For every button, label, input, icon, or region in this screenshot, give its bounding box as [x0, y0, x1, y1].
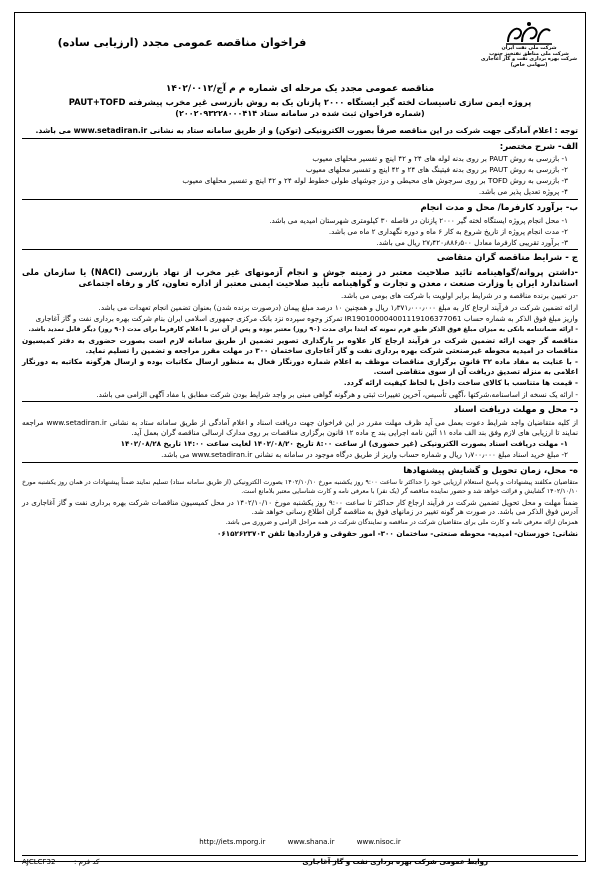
- section-b-item: ۳- برآورد تقریبی کارفرما معادل ۲۷٫۴۲۰٫۸۸۶٫۵۰۰ ریال می باشد.: [376, 237, 568, 247]
- section-e-id-required: همزمان ارائه معرفی نامه و کارت ملی برای متقاضیان شرکت در مناقصه و نمایندگان شرکت در همه مراحل الزامی و ضروری می باشد.: [225, 518, 578, 526]
- section-c-bank-guarantee: - ارائه ضمانتنامه بانکی به میزان مبلغ فوق الذکر طبق فرم نمونه که ابتدا برای مدت (۹۰ روز) معتبر بوده و پس از آن نیز با اعلام کارفرما برای مدت (۹۰ روز) دیگر قابل تمدید باشد.: [28, 325, 578, 333]
- footer-links: [0, 838, 600, 846]
- nioc-emblem-icon: [504, 20, 554, 46]
- section-c-fax: - با عنایت به مفاد ماده ۳۲ قانون برگزاری مناقصات موظف به اعلام شماره دورنگار فعال به منظور ارسال مکاتبات بوده و ارسال هرگونه مکاتبه به دورنگار اعلامی به منزله تصدیق دریافت آن از سوی متقاضی است.: [22, 357, 578, 376]
- section-a-item: ۱- بازرسی به روش PAUT بر روی بدنه لوله های ۲۴ و ۴۲ اینچ و تفسیر محلهای معیوب: [312, 154, 568, 164]
- divider: [22, 138, 578, 139]
- section-c-submission: مناقصه گر جهت ارائه تضمین شرکت در فرآیند ارجاع کار علاوه بر بارگذاری تصویر تضمین از طریق سامانه لازم است بصورت حضوری به دفتر کمیسیون مناقصات در امیدیه محوطه غیرصنعتی شرکت بهره برداری نفت و گاز آغاجاری ساختمان ۳۰۰ در مهلت مقرر مراجعه و تضمین را تسلیم نماید.: [22, 336, 578, 355]
- divider: [22, 401, 578, 402]
- section-c-prices: - قیمت ها متناسب با کالای ساخت داخل با لحاظ کیفیت ارائه گردد.: [343, 378, 578, 388]
- divider: [22, 249, 578, 250]
- company-logo: [480, 20, 578, 80]
- document-content: [22, 20, 578, 541]
- notice-text: توجه : اعلام آمادگی جهت شرکت در این مناقصه صرفاً بصورت الکترونیکی (توکن) و از طریق سامانه ستاد به نشانی www.setadiran.ir می باشد.: [35, 125, 578, 135]
- footer-link-nisoc[interactable]: www.nisoc.ir: [356, 838, 401, 846]
- section-d-fee: ۲- مبلغ خرید اسناد مبلغ ۱٫۷۰۰٫۰۰۰ ریال و شماره حساب واریز از طریق درگاه موجود در سامانه به نشانی www.setadiran.ir می باشد.: [161, 450, 568, 460]
- section-b-title: ب- برآورد کارفرما/ محل و مدت انجام: [420, 202, 578, 213]
- section-a-item: ۴- پروژه تعدیل پذیر می باشد.: [478, 187, 568, 197]
- section-a-item: ۲- بازرسی به روش PAUT بر روی بدنه فیتینگ های ۲۴ و ۴۲ اینچ و تفسیر محلهای معیوب: [305, 165, 568, 175]
- divider: [22, 462, 578, 463]
- section-e-guarantee-deadline: ضمناً مهلت و محل تحویل تضمین شرکت در فرآیند ارجاع کار حداکثر تا ساعت ۹:۰۰ روز یکشنبه مورخ ۱۴۰۲/۱۰/۱۰ در محل کمیسیون مناقصات شرکت بهره برداری نفت و گاز آغاجاری در آدرس فوق الذکر می باشد. در صورت هر گونه تغییر در زمانهای فوق به مناقصه گران اطلاع رسانی خواهد شد.: [22, 497, 578, 517]
- form-code-label: کد فرم :: [74, 858, 100, 866]
- document-title: فراخوان مناقصه عمومی مجدد (ارزیابی ساده): [57, 36, 307, 49]
- footer-divider: [22, 855, 578, 856]
- logo-line-3: شرکت بهره برداری نفت و گاز آغاجاری (سهامی خاص): [480, 56, 578, 68]
- section-c-priority: -در تعیین برنده مناقصه و در شرایط برابر اولویت با شرکت های بومی می باشد.: [340, 291, 578, 301]
- divider: [22, 199, 578, 200]
- footer-link-iets[interactable]: http://iets.mporg.ir: [199, 838, 266, 846]
- section-b-item: ۲- مدت انجام پروژه از تاریخ شروع به کار ۶ ماه و دوره نگهداری ۲ ماه می باشد.: [328, 226, 568, 236]
- section-c-guarantee: ارائه تضمین شرکت در فرآیند ارجاع کار به مبلغ ۱٫۳۷۱٫۰۰۰٫۰۰۰ ریال و همچنین ۱۰ درصد مبلغ پیمان (درصورت برنده شدن) بعنوان تضمین انجام تعهدات می باشد.: [98, 302, 578, 312]
- logo-line-1: شرکت ملی نفت ایران: [501, 45, 557, 51]
- section-c-qualification: -داشتن پروانه/گواهینامه تائید صلاحیت معتبر در زمینه جوش و انجام آزمونهای غیر مخرب از نهاد بازرسی (NACI) یا سازمان ملی استاندارد ایران یا وزارت صنعت ، معدن و تجارت و گواهینامه تأیید صلاحیت ایمنی معتبر از اداره تعاون، کار و رفاه اجتماعی: [22, 266, 578, 288]
- section-a-title: الف- شرح مختصر:: [499, 141, 578, 152]
- tender-project: پروژه ایمن سازی تاسیسات لخته گیر ایستگاه ۲۰۰۰ پازنان یک به روش بازرسی غیر مخرب پیشرفته PAUT+TOFD: [68, 96, 532, 107]
- footer-link-shana[interactable]: www.shana.ir: [287, 838, 335, 846]
- section-b-item: ۱- محل انجام پروژه ایستگاه لخته گیر ۲۰۰۰ پازنان در فاصله ۳۰ کیلومتری شهرستان امیدیه می باشد.: [269, 215, 568, 225]
- section-c-documents: - ارائه یک نسخه از اساسنامه،شرکتها ،آگهی تأسیس، آخرین تغییرات ثبتی و هرگونه گواهی مبنی بر واجد شرایط بودن شرکت مطابق با مفاد آگهی الزامی می باشد.: [96, 389, 578, 399]
- section-e-address: نشانی: خوزستان- امیدیه- محوطه صنعتی- ساختمان ۳۰۰- امور حقوقی و قراردادها تلفن ۰۶۱۵۲۶۲۳۷۰۳: [216, 529, 578, 539]
- tender-setad-number: (شماره فراخوان ثبت شده در سامانه ستاد ۲۰۰۲۰۹۳۲۲۸۰۰۰۴۱۴): [175, 108, 425, 118]
- section-e-title: ه- محل، زمان تحویل و گشایش پیشنهادها: [403, 465, 578, 476]
- logo-line-2: شرکت ملی مناطق نفتخیز جنوب: [489, 50, 569, 57]
- document-header: [22, 20, 578, 82]
- section-c-account: واریز مبلغ فوق الذکر به شماره حساب IR190100004001119106377061 تمرکز وجوه سپرده نزد بانک مرکزی جمهوری اسلامی ایران بنام شرکت بهره برداری نفت و گاز آغاجاری: [35, 314, 578, 324]
- section-a-item: ۳- بازرسی به روش TOFD بر روی سرجوش های محیطی و درز جوشهای طولی خطوط لوله ۲۴ و ۴۲ اینچ و تفسیر محلهای معیوب: [182, 176, 568, 186]
- section-d-title: د- محل و مهلت دریافت اسناد: [453, 405, 578, 416]
- section-d-deadline: ۱- مهلت دریافت اسناد بصورت الکترونیکی (غیر حضوری) از ساعت ۸:۰۰ تاریخ ۱۴۰۲/۰۸/۲۰ لغایت ساعت ۱۴:۰۰ تاریخ ۱۴۰۲/۰۸/۲۸: [120, 439, 568, 449]
- section-e-submission: متقاضیان مکلفند پیشنهادات و پاسخ استعلام ارزیابی خود را حداکثر تا ساعت ۹:۰۰ روز یکشنبه مورخ ۱۴۰۲/۱۰/۱۰ بصورت الکترونیکی (از طریق سامانه ستاد) تسلیم نمایند ضمناً پیشنهادات در همان روز یکشنبه مورخ ۱۴۰۲/۱۰/۱۰ گشایش و قرائت خواهد شد و حضور نماینده مناقصه گر (یک نفر) با معرفی نامه و کارت شناسایی معتبر بلامانع است.: [22, 479, 578, 495]
- footer-organization: روابط عمومی شرکت بهره برداری نفت و گاز آغاجاری: [302, 858, 488, 866]
- tender-number: مناقصه عمومی مجدد یک مرحله ای شماره م م آج/۱۴۰۲/۰۰۱۲: [165, 84, 435, 94]
- section-d-invitation: از کلیه متقاضیان واجد شرایط دعوت بعمل می آید ظرف مهلت مقرر در این فراخوان جهت دریافت اسناد و اعلام آمادگی از طریق سامانه ستاد به نشانی www.setadiran.ir مراجعه نمایند تا ارزیابی های لازم وفق بند الف ماده ۱۱ آئین نامه اجرایی بند ج ماده ۱۲ قانون برگزاری مناقصات بر روی مدارک ارسالی مناقصه گران بعمل آید.: [22, 418, 578, 437]
- section-c-title: ج - شرایط مناقصه گران متقاضی: [436, 253, 578, 264]
- form-code: AJCLCF32: [22, 858, 56, 866]
